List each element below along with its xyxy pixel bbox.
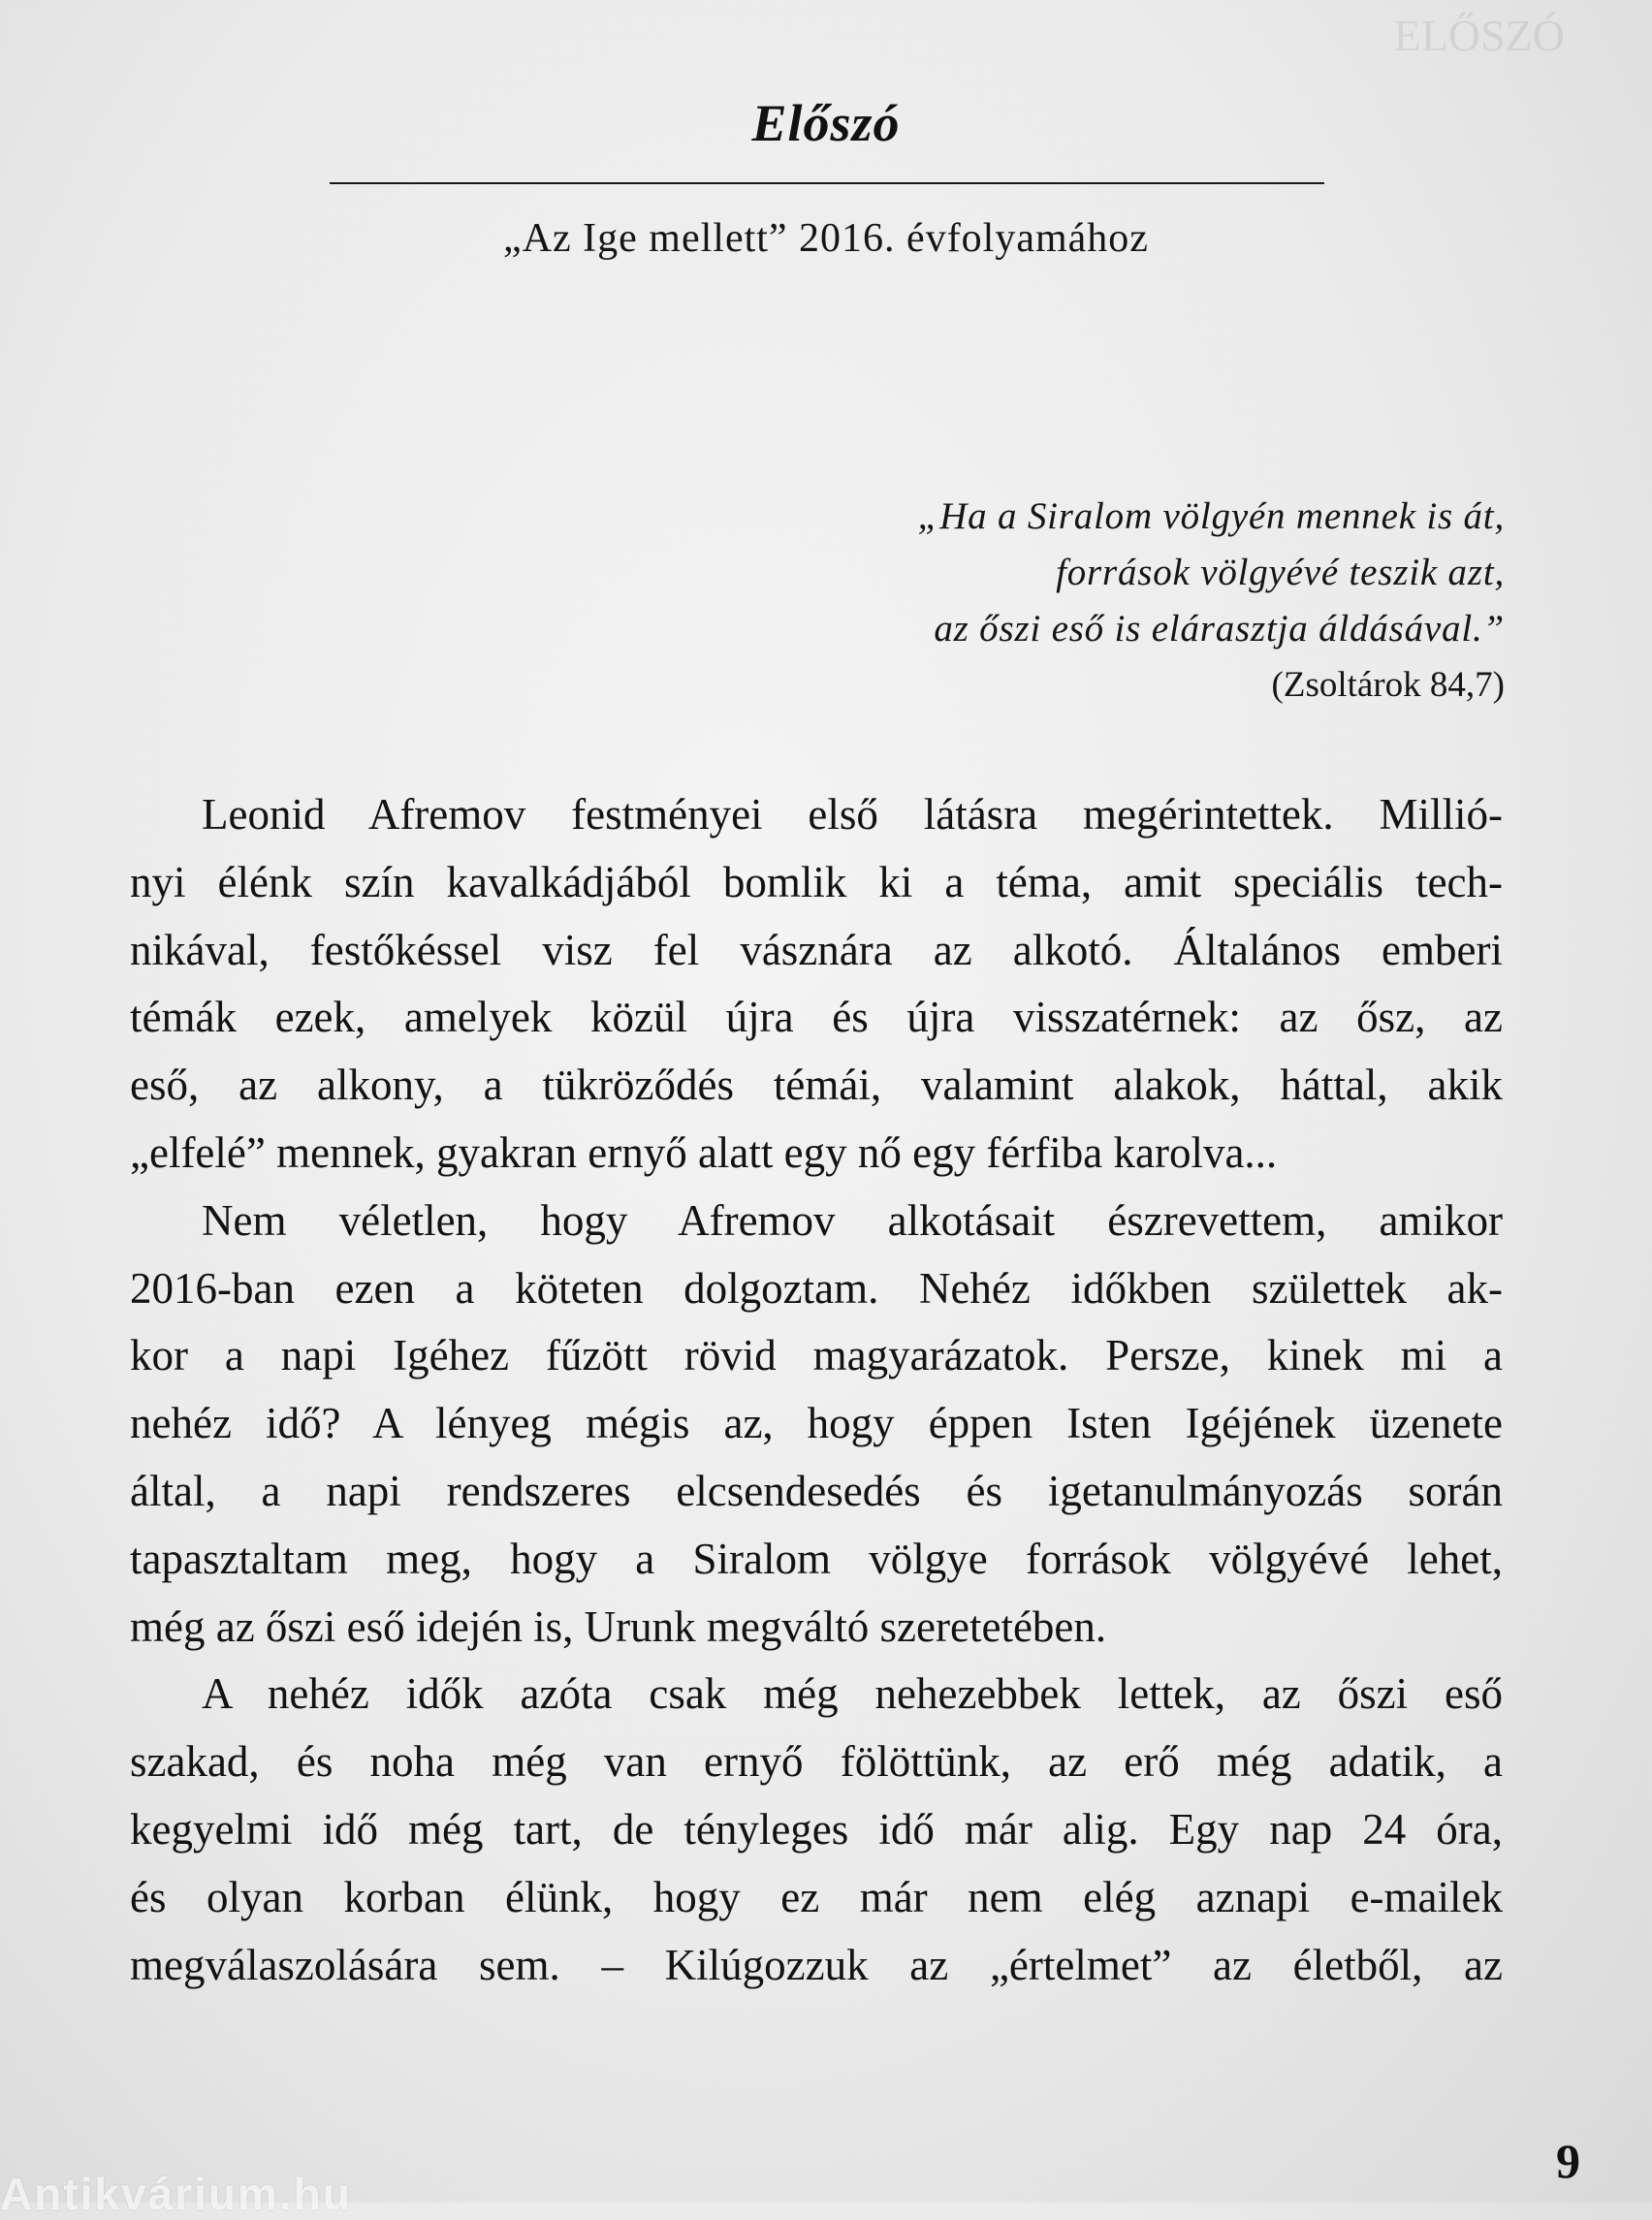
text-line: eső, az alkony, a tükröződés témái, valamint alakok, háttal, akik (130, 1061, 1503, 1110)
text-line: szakad, és noha még van ernyő fölöttünk, az erő még adatik, a (130, 1737, 1503, 1787)
paragraph-2 (130, 1188, 1503, 1662)
text-line: 2016-ban ezen a köteten dolgoztam. Nehéz időkben születtek ak- (130, 1263, 1503, 1313)
text-line: Leonid Afremov festményei első látásra megérintettek. Millió- (202, 790, 1503, 839)
epigraph-line-3: az őszi eső is elárasztja áldásával.” (934, 608, 1505, 650)
text-line: és olyan korban élünk, hogy ez már nem elég aznapi e-mailek (130, 1872, 1503, 1921)
text-line: Nem véletlen, hogy Afremov alkotásait észrevettem, amikor (202, 1195, 1503, 1245)
epigraph-line-1: „Ha a Siralom völgyén mennek is át, (917, 495, 1505, 537)
body-text (130, 781, 1503, 1999)
text-line: nyi élénk szín kavalkádjából bomlik ki a téma, amit speciális tech- (130, 857, 1503, 906)
chapter-subtitle: „Az Ige mellett” 2016. évfolyamához (503, 216, 1149, 261)
text-line: kegyelmi idő még tart, de tényleges idő már alig. Egy nap 24 óra, (130, 1804, 1503, 1854)
page-number: 9 (1556, 2134, 1580, 2188)
text-line: megválaszolására sem. – Kilúgozzuk az „értelmet” az életből, az (130, 1940, 1503, 1989)
text-line: még az őszi eső idején is, Urunk megváltó szeretetében. (130, 1602, 1107, 1651)
text-line: nehéz idő? A lényeg mégis az, hogy éppen Isten Igéjének üzenete (130, 1399, 1503, 1448)
paragraph-1 (130, 781, 1503, 1188)
text-line: kor a napi Igéhez fűzött rövid magyarázatok. Persze, kinek mi a (130, 1331, 1503, 1380)
chapter-title: Előszó (751, 94, 901, 152)
title-divider (330, 182, 1324, 184)
epigraph-reference: (Zsoltárok 84,7) (1271, 665, 1505, 705)
running-header-ghost: ELŐSZÓ (1393, 11, 1565, 60)
text-line: A nehéz idők azóta csak még nehezebbek lettek, az őszi eső (202, 1669, 1503, 1719)
paragraph-3 (130, 1661, 1503, 1999)
epigraph (918, 489, 1505, 714)
text-line: nikával, festőkéssel visz fel vásznára az alkotó. Általános emberi (130, 925, 1503, 974)
watermark: Antikvárium.hu (0, 2169, 352, 2219)
epigraph-line-2: források völgyévé teszik azt, (1056, 552, 1505, 593)
text-line: témák ezek, amelyek közül újra és újra visszatérnek: az ősz, az (130, 993, 1503, 1042)
text-line: „elfelé” mennek, gyakran ernyő alatt egy nő egy férfiba karolva... (130, 1127, 1278, 1177)
text-line: által, a napi rendszeres elcsendesedés és igetanulmányozás során (130, 1466, 1503, 1515)
text-line: tapasztaltam meg, hogy a Siralom völgye források völgyévé lehet, (130, 1534, 1503, 1583)
